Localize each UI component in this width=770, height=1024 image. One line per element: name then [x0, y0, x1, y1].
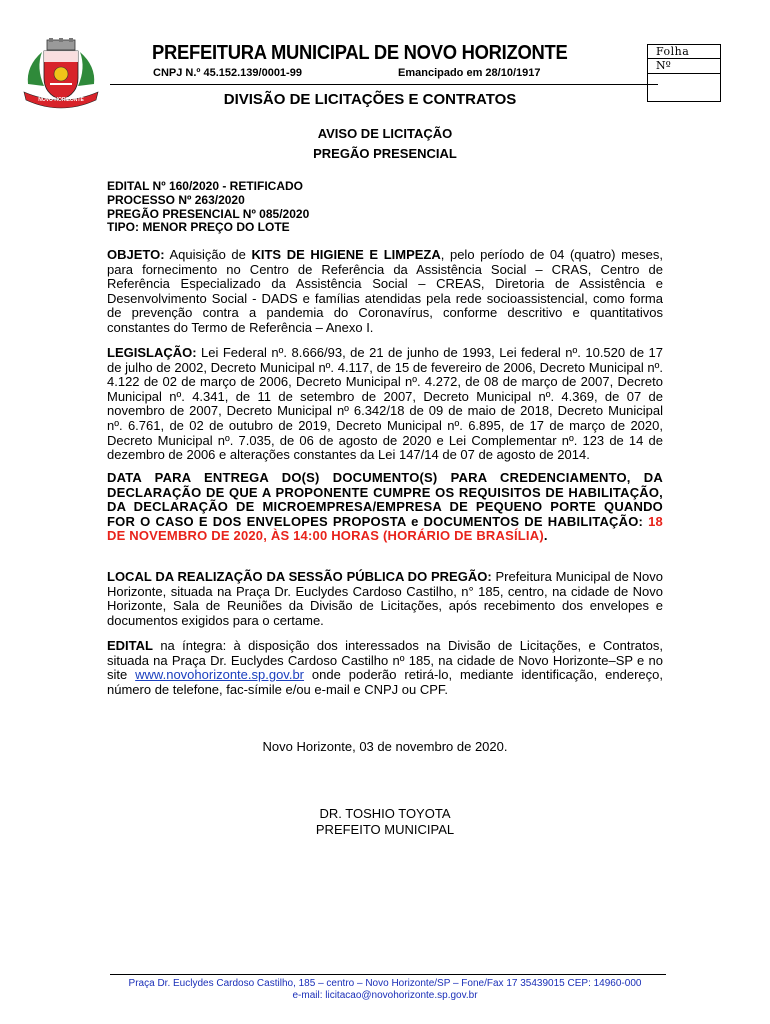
signer-role: PREFEITO MUNICIPAL	[315, 822, 455, 837]
legislacao-paragraph	[107, 346, 663, 463]
objeto-pre: Aquisição de	[164, 247, 252, 262]
numero-label: Nº	[648, 59, 720, 74]
legislacao-label: LEGISLAÇÃO:	[107, 345, 197, 360]
emancipation-date: Emancipado em 28/10/1917	[398, 67, 541, 79]
edital-text: na íntegra: à disposição dos interessados na Divisão de Licitações, e Contratos, situada na Praça Dr. Euclydes Cardoso Castilho nº 185, na cidade de Novo Horizonte–SP e no site	[107, 638, 663, 683]
edital-text2: onde poderão retirá-lo, mediante identificação, endereço, número de telefone, fac-símile e/ou e-mail e CNPJ ou CPF.	[107, 667, 663, 697]
footer-address: Praça Dr. Euclydes Cardoso Castilho, 185 – centro – Novo Horizonte/SP – Fone/Fax 17 35439015 CEP: 14960-000	[128, 978, 642, 989]
website-link[interactable]: www.novohorizonte.sp.gov.br	[135, 667, 305, 683]
edital-paragraph	[107, 639, 663, 697]
crest-ribbon-text: NOVO HORIZONTE	[38, 97, 84, 103]
notice-title: AVISO DE LICITAÇÃO	[317, 126, 453, 141]
legislacao-text: Lei Federal nº. 8.666/93, de 21 de junho de 1993, Lei federal nº. 10.520 de 17 de julho de 2002, Decreto Municipal nº. 4.117, de 15 de fevereiro de 2006, Decreto Municipal nº. 4.122 de 02 de março de 2006, Decreto Municipal nº. 4.272, de 08 de março de 2007, Decreto Municipal nº. 4.341, de 11 de setembro de 2007, Decreto Municipal nº. 4.369, de 07 de novembro de 2007, Decreto Municipal nº 6.342/18 de 09 de maio de 2018, Decreto Municipal nº. 6.761, de 02 de outubro de 2019, Decreto Municipal nº. 6.895, de 17 de março de 2020, Decreto Municipal nº. 7.035, de 06 de agosto de 2020 e Lei Complementar nº. 123 de 14 de dezembro de 2006 e alterações constantes da Lei 147/14 de 07 de agosto de 2014.	[107, 345, 663, 463]
municipality-title: PREFEITURA MUNICIPAL DE NOVO HORIZONTE	[152, 42, 568, 64]
ref-pregao: PREGÃO PRESENCIAL Nº 085/2020	[107, 206, 310, 221]
objeto-paragraph	[107, 248, 663, 336]
local-label: LOCAL DA REALIZAÇÃO DA SESSÃO PÚBLICA DO PREGÃO:	[107, 569, 492, 584]
objeto-label: OBJETO:	[107, 247, 165, 262]
folha-label: Folha	[648, 45, 720, 59]
notice-subtitle: PREGÃO PRESENCIAL	[313, 146, 457, 161]
footer-email: e-mail: licitacao@novohorizonte.sp.gov.br	[292, 990, 478, 1001]
entrega-text: DATA PARA ENTREGA DO(S) DOCUMENTO(S) PARA CREDENCIAMENTO, DA DECLARAÇÃO DE QUE A PROPONENTE CUMPRE OS REQUISITOS DE HABILITAÇÃO, DA DECLARAÇÃO DE MICROEMPRESA/EMPRESA DE PEQUENO PORTE QUANDO FOR O CASO E DOS ENVELOPES PROPOSTA e DOCUMENTOS DE HABILITAÇÃO:	[107, 470, 663, 529]
entrega-deadline: 18 DE NOVEMBRO DE 2020, ÀS 14:00 HORAS (HORÁRIO DE BRASÍLIA)	[107, 513, 663, 544]
entrega-end: .	[543, 528, 548, 544]
objeto-item: KITS DE HIGIENE E LIMPEZA	[251, 247, 441, 262]
header-divider	[110, 84, 658, 85]
ref-processo: PROCESSO Nº 263/2020	[107, 192, 245, 207]
objeto-text: , pelo período de 04 (quatro) meses, para fornecimento no Centro de Referência da Assistência Social – CRAS, Centro de Referência Especializado da Assistência Social – CREAS, Diretoria de Assistência e Desenvolvimento Social - DADS e famílias atendidas pela rede socioassistencial, como forma de prevenção contra a pandemia do Coronavírus, conforme descritivo e quantitativos constantes do Termo de Referência – Anexo I.	[107, 247, 663, 335]
signer-name: DR. TOSHIO TOYOTA	[319, 806, 451, 821]
entrega-paragraph	[107, 471, 663, 544]
footer-divider	[110, 974, 666, 975]
date-line: Novo Horizonte, 03 de novembro de 2020.	[262, 739, 508, 754]
cnpj-number: CNPJ N.º 45.152.139/0001-99	[153, 67, 302, 79]
reference-list	[107, 180, 663, 235]
division-title: DIVISÃO DE LICITAÇÕES E CONTRATOS	[223, 91, 517, 108]
local-text: Prefeitura Municipal de Novo Horizonte, situada na Praça Dr. Euclydes Cardoso Castilho, n° 185, centro, na cidade de Novo Horizonte, Sala de Reuniões da Divisão de Licitações, após recebimento dos envelopes e documentos exigidos para o certame.	[107, 569, 663, 628]
local-paragraph	[107, 570, 663, 628]
edital-label: EDITAL	[107, 638, 153, 653]
folha-stamp-box	[647, 44, 721, 102]
ref-tipo: TIPO: MENOR PREÇO DO LOTE	[107, 220, 290, 235]
ref-edital: EDITAL Nº 160/2020 - RETIFICADO	[107, 179, 303, 193]
